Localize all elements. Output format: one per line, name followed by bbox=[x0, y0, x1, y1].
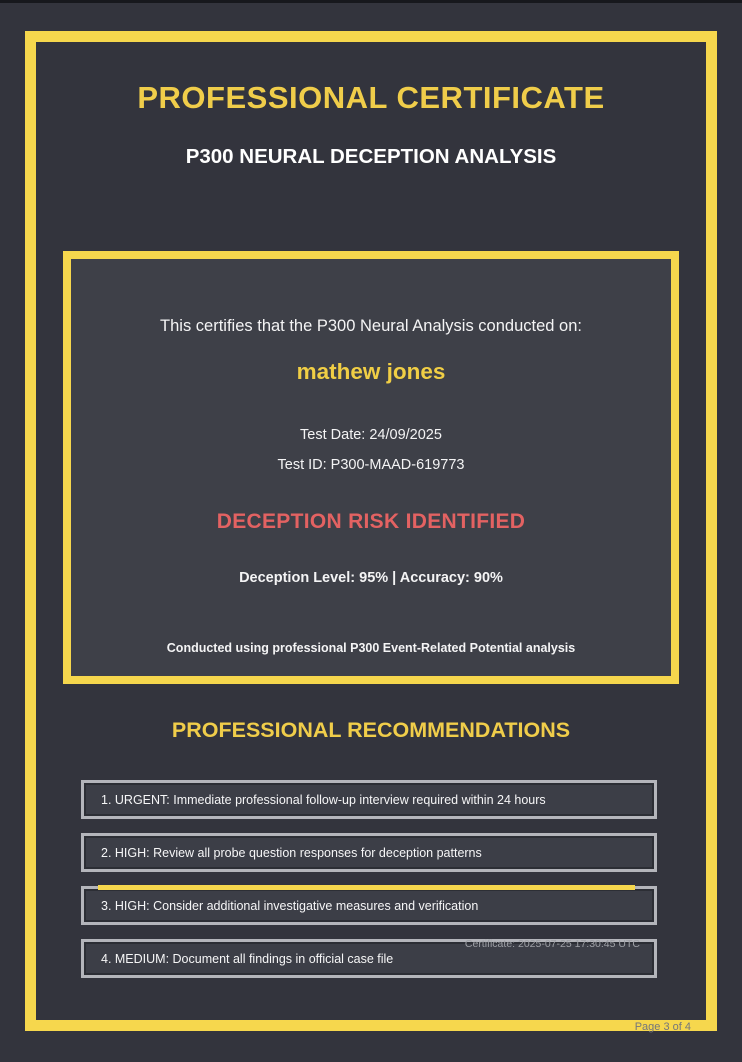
deception-metrics: Deception Level: 95% | Accuracy: 90% bbox=[239, 570, 503, 586]
certificate-title: PROFESSIONAL CERTIFICATE bbox=[137, 80, 605, 115]
recommendation-item-3 bbox=[81, 886, 657, 925]
recommendation-item-1 bbox=[81, 780, 657, 819]
certificate-subtitle: P300 NEURAL DECEPTION ANALYSIS bbox=[185, 145, 557, 168]
risk-status: DECEPTION RISK IDENTIFIED bbox=[216, 510, 526, 533]
recommendation-item-2-text: 2. HIGH: Review all probe question responses for deception patterns bbox=[101, 845, 482, 860]
result-panel bbox=[63, 251, 679, 684]
certificate-timestamp: Certificate: 2025-07-25 17:30:45 UTC bbox=[464, 938, 640, 950]
test-date: Test Date: 24/09/2025 bbox=[300, 427, 442, 443]
window-top-edge bbox=[0, 0, 742, 3]
certification-intro-text: This certifies that the P300 Neural Analysis conducted on: bbox=[160, 317, 582, 335]
page-indicator: Page 3 of 4 bbox=[634, 1021, 691, 1033]
recommendation-item-3-text: 3. HIGH: Consider additional investigative measures and verification bbox=[101, 898, 479, 913]
recommendations-heading: PROFESSIONAL RECOMMENDATIONS bbox=[171, 718, 571, 742]
test-id: Test ID: P300-MAAD-619773 bbox=[277, 457, 465, 473]
recommendation-item-2 bbox=[81, 833, 657, 872]
subject-name: mathew jones bbox=[296, 359, 446, 384]
recommendation-item-1-text: 1. URGENT: Immediate professional follow-up interview required within 24 hours bbox=[101, 792, 546, 807]
yellow-divider bbox=[98, 885, 635, 890]
method-note: Conducted using professional P300 Event-Related Potential analysis bbox=[166, 641, 576, 655]
recommendation-item-4-text: 4. MEDIUM: Document all findings in official case file bbox=[101, 951, 394, 966]
